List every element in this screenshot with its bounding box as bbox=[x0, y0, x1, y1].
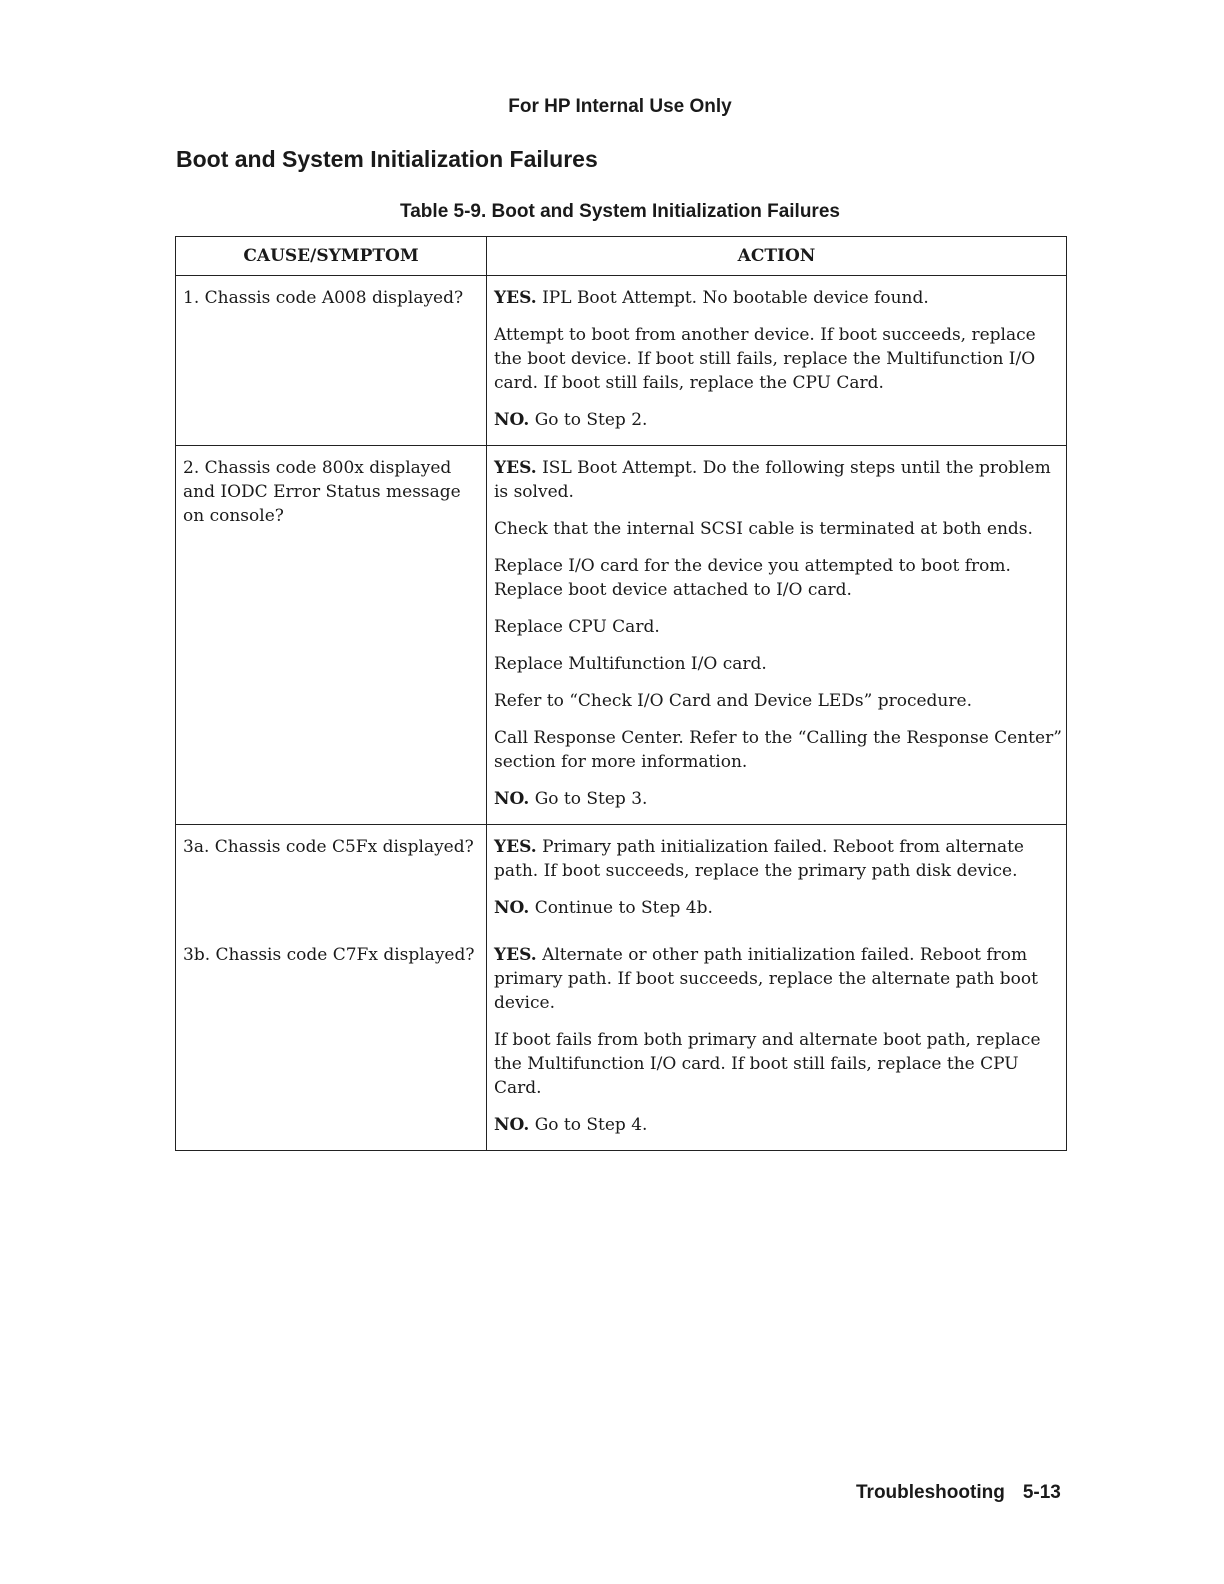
no-label: NO. bbox=[494, 1115, 530, 1135]
action-cell bbox=[487, 276, 1067, 446]
action-cell bbox=[487, 446, 1067, 825]
yes-label: YES. bbox=[494, 458, 537, 478]
table-row bbox=[176, 825, 1067, 934]
action-step bbox=[494, 896, 1064, 920]
section-title: Boot and System Initialization Failures bbox=[176, 146, 598, 172]
action-step bbox=[494, 943, 1064, 1015]
table-row bbox=[176, 933, 1067, 1151]
action-text: IPL Boot Attempt. No bootable device found. bbox=[542, 288, 929, 308]
table-row bbox=[176, 276, 1067, 446]
action-step bbox=[494, 517, 1064, 541]
action-text: Replace I/O card for the device you attempted to boot from. Replace boot device attached to I/O card. bbox=[494, 556, 1011, 600]
cause-header: CAUSE/SYMPTOM bbox=[176, 237, 487, 276]
action-text: Alternate or other path initialization failed. Reboot from primary path. If boot succeeds, replace the alternate path boot device. bbox=[494, 945, 1038, 1013]
action-step bbox=[494, 1113, 1064, 1137]
action-text: Replace Multifunction I/O card. bbox=[494, 654, 767, 674]
failures-table bbox=[175, 236, 1067, 1151]
action-header: ACTION bbox=[487, 237, 1067, 276]
action-text: Call Response Center. Refer to the “Calling the Response Center” section for more information. bbox=[494, 728, 1062, 772]
action-text: Check that the internal SCSI cable is terminated at both ends. bbox=[494, 519, 1033, 539]
action-text: Replace CPU Card. bbox=[494, 617, 660, 637]
yes-label: YES. bbox=[494, 837, 537, 857]
action-step bbox=[494, 286, 1064, 310]
cause-cell: 1. Chassis code A008 displayed? bbox=[176, 276, 487, 446]
cause-cell: 3b. Chassis code C7Fx displayed? bbox=[176, 933, 487, 1151]
action-step bbox=[494, 726, 1064, 774]
page-number: 5-13 bbox=[1022, 1482, 1061, 1503]
page-footer bbox=[856, 1482, 1061, 1504]
action-step bbox=[494, 689, 1064, 713]
cause-cell: 3a. Chassis code C5Fx displayed? bbox=[176, 825, 487, 934]
action-text: Continue to Step 4b. bbox=[534, 898, 713, 918]
action-text: Attempt to boot from another device. If boot succeeds, replace the boot device. If boot still fails, replace the Multifunction I/O card. If boot still fails, replace the CPU Card. bbox=[494, 325, 1036, 393]
yes-label: YES. bbox=[494, 288, 537, 308]
action-text: ISL Boot Attempt. Do the following steps until the problem is solved. bbox=[494, 458, 1051, 502]
action-text: If boot fails from both primary and alternate boot path, replace the Multifunction I/O card. If boot still fails, replace the CPU Card. bbox=[494, 1030, 1041, 1098]
action-text: Go to Step 2. bbox=[534, 410, 648, 430]
no-label: NO. bbox=[494, 789, 530, 809]
action-text: Go to Step 4. bbox=[534, 1115, 648, 1135]
yes-label: YES. bbox=[494, 945, 537, 965]
action-step bbox=[494, 456, 1064, 504]
no-label: NO. bbox=[494, 898, 530, 918]
action-text: Go to Step 3. bbox=[534, 789, 648, 809]
action-step bbox=[494, 554, 1064, 602]
action-cell bbox=[487, 933, 1067, 1151]
action-step bbox=[494, 787, 1064, 811]
footer-chapter: Troubleshooting bbox=[856, 1482, 1005, 1503]
internal-use-notice: For HP Internal Use Only bbox=[508, 96, 732, 117]
action-step bbox=[494, 323, 1064, 395]
table-caption: Table 5-9. Boot and System Initialization Failures bbox=[400, 201, 840, 222]
action-step bbox=[494, 408, 1064, 432]
action-text: Refer to “Check I/O Card and Device LEDs” procedure. bbox=[494, 691, 972, 711]
action-text: Primary path initialization failed. Reboot from alternate path. If boot succeeds, replace the primary path disk device. bbox=[494, 837, 1024, 881]
cause-cell: 2. Chassis code 800x displayed and IODC Error Status message on console? bbox=[176, 446, 487, 825]
action-step bbox=[494, 835, 1064, 883]
action-step bbox=[494, 615, 1064, 639]
table-row bbox=[176, 446, 1067, 825]
table-header-row bbox=[176, 237, 1067, 276]
no-label: NO. bbox=[494, 410, 530, 430]
action-cell bbox=[487, 825, 1067, 934]
action-step bbox=[494, 1028, 1064, 1100]
action-step bbox=[494, 652, 1064, 676]
